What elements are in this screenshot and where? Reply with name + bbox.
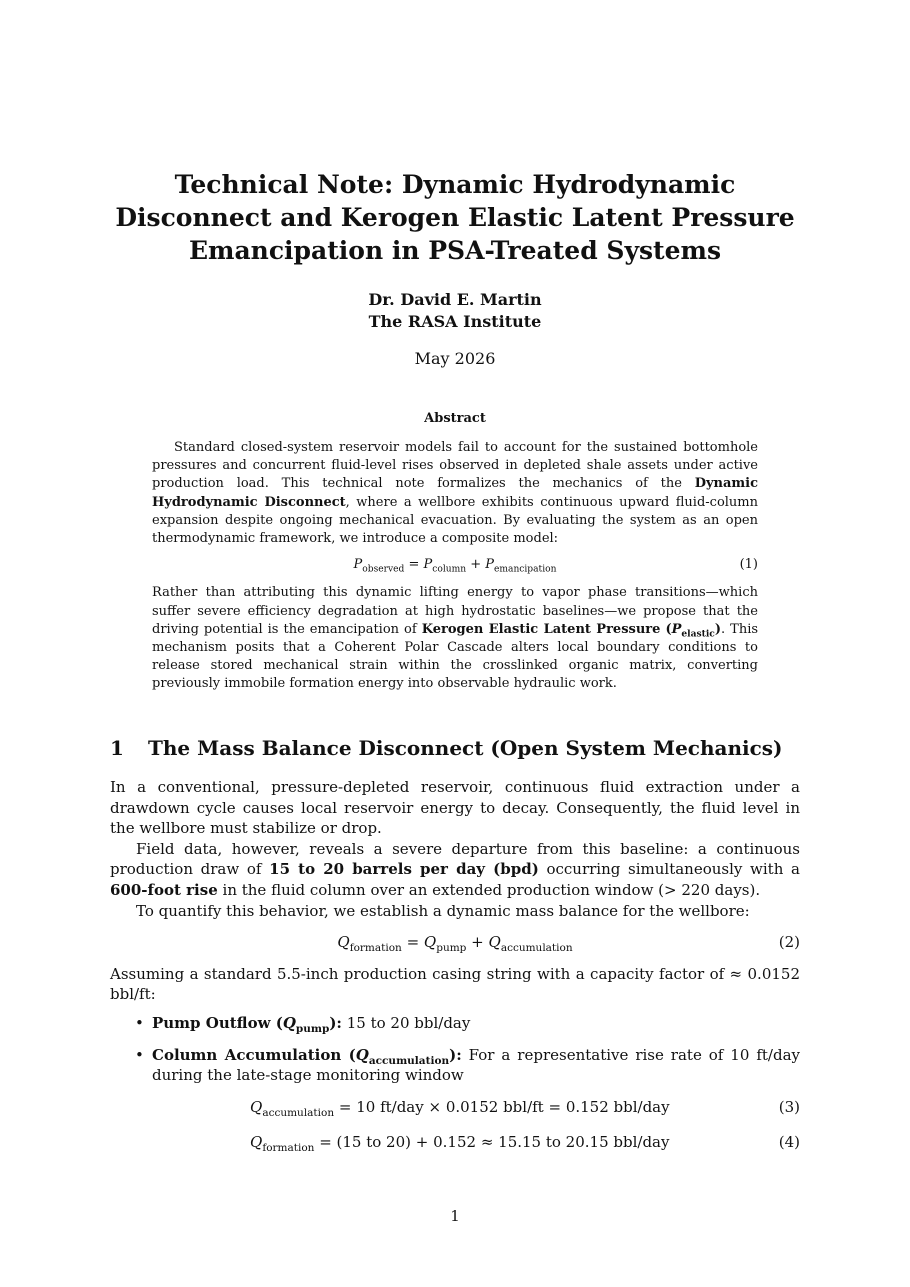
abstract-heading: Abstract	[424, 411, 486, 426]
section-body	[110, 777, 800, 1163]
abstract-paragraph-2: Rather than attributing this dynamic lifting energy to vapor phase transitions—which suffer severe efficiency degradation at high hydrostatic baselines—we propose that the driving potential is the emancipation of Kerogen Elastic Latent Pressure $(P_{elastic})$. This mechanism posits that a Coherent Polar Cascade alters local boundary conditions to release stored mechanical strain within the crosslinked organic matrix, converting previously immobile formation energy into observable hydraulic work.	[152, 585, 759, 692]
section-number: 1	[110, 736, 124, 760]
equation-2: $Q_{formation} = Q_{pump} + Q_{accumulation}$ (2)	[337, 933, 800, 955]
author-block	[0, 289, 910, 333]
equation-number: (2)	[778, 933, 800, 952]
author-affiliation: The RASA Institute	[368, 312, 542, 331]
equation-4: $Q_{formation} = (15$ to 20) + 0.152 ≈ 15.15 to 20.15 bbl/day (4)	[250, 1132, 800, 1154]
body-paragraph-2: Field data, however, reveals a severe departure from this baseline: a continuous production draw of 15 to 20 barrels per day (bpd) occurring simultaneously with a 600-foot rise in the fluid column over an extended production window (> 220 days).	[110, 839, 800, 899]
abstract-body	[152, 439, 758, 694]
page-number: 1	[450, 1207, 460, 1225]
section-title: The Mass Balance Disconnect (Open System Mechanics)	[148, 736, 783, 760]
body-paragraph-3: To quantify this behavior, we establish a dynamic mass balance for the wellbore:	[136, 901, 750, 920]
equation-number: (1)	[739, 557, 758, 573]
section-heading	[110, 736, 800, 760]
paper-date: May 2026	[414, 349, 496, 368]
equation-3: $Q_{accumulation} = 10$ ft/day × 0.0152 bbl/ft = 0.152 bbl/day (3)	[250, 1097, 800, 1119]
equation-number: (4)	[778, 1132, 800, 1151]
paper-title: Technical Note: Dynamic Hydrodynamic Disconnect and Kerogen Elastic Latent Pressure Emancipation in PSA-Treated Systems	[115, 170, 795, 265]
abstract-paragraph-1: Standard closed-system reservoir models fail to account for the sustained bottomhole pressures and concurrent fluid-level rises observed in depleted shale assets under active production load. This technical note formalizes the mechanics of the Dynamic Hydrodynamic Disconnect, where a wellbore exhibits continuous upward fluid-column expansion despite ongoing mechanical evacuation. By evaluating the system as an open thermodynamic framework, we introduce a composite model:	[152, 440, 759, 547]
author-name: Dr. David E. Martin	[368, 290, 542, 309]
bullet-list	[110, 1013, 800, 1086]
term-dynamic-hydrodynamic-disconnect: Dynamic Hydrodynamic Disconnect	[152, 476, 758, 510]
term-kerogen-elastic-latent-pressure: Kerogen Elastic Latent Pressure	[421, 621, 661, 637]
equation-number: (3)	[778, 1097, 800, 1116]
list-item: • Column Accumulation $(Q_{accumulation})$: For a representative rise rate of 10 ft/day during the late-stage monitoring window	[152, 1045, 800, 1086]
body-paragraph-1: In a conventional, pressure-depleted reservoir, continuous fluid extraction under a drawdown cycle causes local reservoir energy to decay. Consequently, the fluid level in the wellbore must stabilize or drop.	[110, 778, 800, 838]
equation-1: $P_{observed} = P_{column} + P_{emancipation}$ (1)	[353, 557, 758, 575]
list-item: • Pump Outflow $(Q_{pump})$: 15 to 20 bbl/day	[152, 1013, 800, 1034]
body-paragraph-4: Assuming a standard 5.5-inch production casing string with a capacity factor of ≈ 0.0152 bbl/ft:	[110, 964, 800, 1004]
